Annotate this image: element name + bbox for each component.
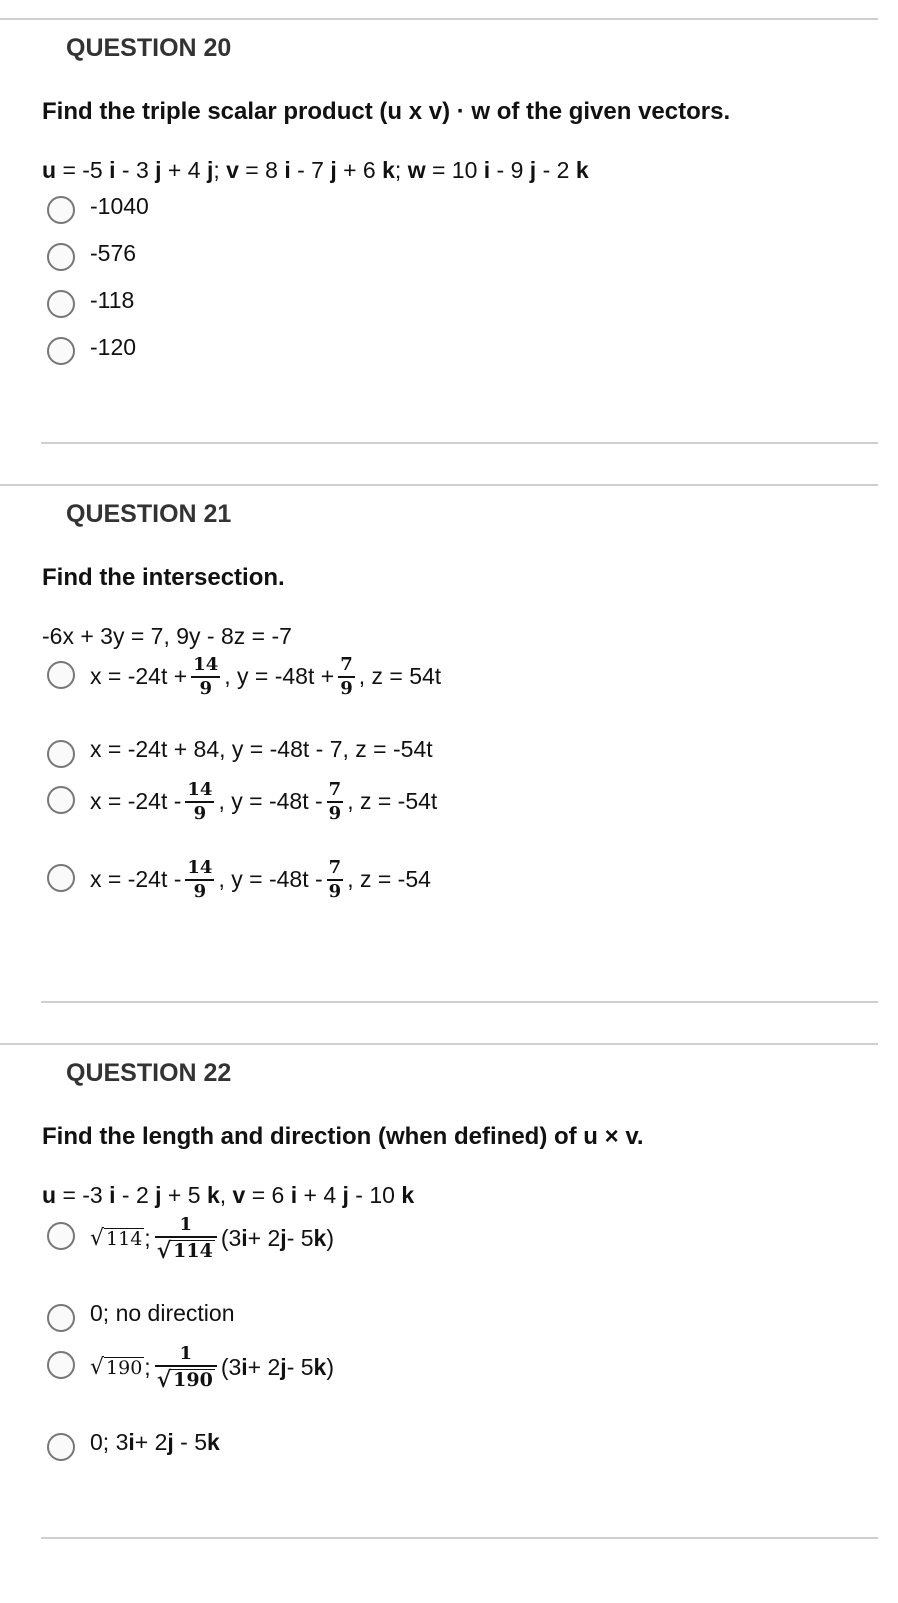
q20-option-2-radio[interactable] (47, 243, 75, 271)
q20-option-1-radio[interactable] (47, 196, 75, 224)
question-22-given: u = -3 i - 2 j + 5 k, v = 6 i + 4 j - 10 k (42, 1182, 415, 1208)
fraction: 1 √ 114 (155, 1216, 217, 1262)
question-21-prompt: Find the intersection. (42, 564, 285, 591)
q21-option-2-radio[interactable] (47, 740, 75, 768)
q22-option-4-label: 0; 3i+ 2j - 5k (90, 1429, 220, 1455)
fraction: $\frac{7}{9}$ (328, 857, 342, 902)
question-20-prompt: Find the triple scalar product (u x v) · w of the given vectors. (42, 98, 731, 125)
question-22-title: QUESTION 22 (66, 1059, 232, 1087)
fraction: $\frac{14}{9}$ (187, 857, 213, 902)
q20-option-3-radio[interactable] (47, 290, 75, 318)
q21-option-1-radio[interactable] (47, 661, 75, 689)
q20-option-1-label: -1040 (90, 193, 149, 219)
question-20-given: u = -5 i - 3 j + 4 j; v = 8 i - 7 j + 6 k; w = 10 i - 9 j - 2 k (42, 157, 589, 183)
question-20-title: QUESTION 20 (66, 34, 232, 62)
q22-option-1-radio[interactable] (47, 1222, 75, 1250)
question-20-bottom-divider (41, 442, 878, 444)
q20-option-3-label: -118 (90, 287, 135, 313)
question-21-title: QUESTION 21 (66, 500, 232, 528)
question-22-prompt: Find the length and direction (when defined) of u × v. (42, 1123, 644, 1150)
divider-top (0, 18, 878, 20)
q21-option-4-radio[interactable] (47, 864, 75, 892)
q22-option-4-radio[interactable] (47, 1433, 75, 1461)
sqrt-expression: √ 114 (90, 1225, 143, 1251)
question-21-given: -6x + 3y = 7, 9y - 8z = -7 (42, 623, 292, 649)
q21-option-4-label: x = -24t - $\frac{14}{9}$ , y = -48t - $\frac{7}{9}$ , z = -54 (90, 857, 431, 902)
q20-option-2-label: -576 (90, 240, 137, 266)
question-22-bottom-divider (41, 1537, 878, 1539)
q20-option-4-radio[interactable] (47, 337, 75, 365)
q22-option-2-radio[interactable] (47, 1304, 75, 1332)
question-21-top-divider (0, 484, 878, 486)
sqrt-expression: √ 190 (90, 1354, 143, 1380)
q22-option-1-label: √ 114 ; 1 √ 114 (3 i + 2 j - 5 k ) (90, 1214, 334, 1264)
fraction: $\frac{7}{9}$ (328, 779, 342, 824)
q22-option-2-label: 0; no direction (90, 1300, 235, 1326)
q21-option-1-label: x = -24t + $\frac{14}{9}$ , y = -48t + $\frac{7}{9}$ , z = 54t (90, 654, 442, 699)
q22-option-3-label: √ 190 ; 1 √ 190 (3 i + 2 j - 5 k ) (90, 1343, 334, 1393)
q22-option-3-radio[interactable] (47, 1351, 75, 1379)
question-21-bottom-divider (41, 1001, 878, 1003)
question-22-top-divider (0, 1043, 878, 1045)
fraction: 1 √ 190 (155, 1345, 217, 1391)
q20-option-4-label: -120 (90, 334, 137, 360)
q21-option-3-label: x = -24t - $\frac{14}{9}$ , y = -48t - $\frac{7}{9}$ , z = -54t (90, 779, 438, 824)
q21-option-2-label: x = -24t + 84, y = -48t - 7, z = -54t (90, 736, 433, 762)
fraction: $\frac{14}{9}$ (187, 779, 213, 824)
fraction: $\frac{14}{9}$ (193, 654, 219, 699)
fraction: $\frac{7}{9}$ (340, 654, 353, 699)
q21-option-3-radio[interactable] (47, 786, 75, 814)
